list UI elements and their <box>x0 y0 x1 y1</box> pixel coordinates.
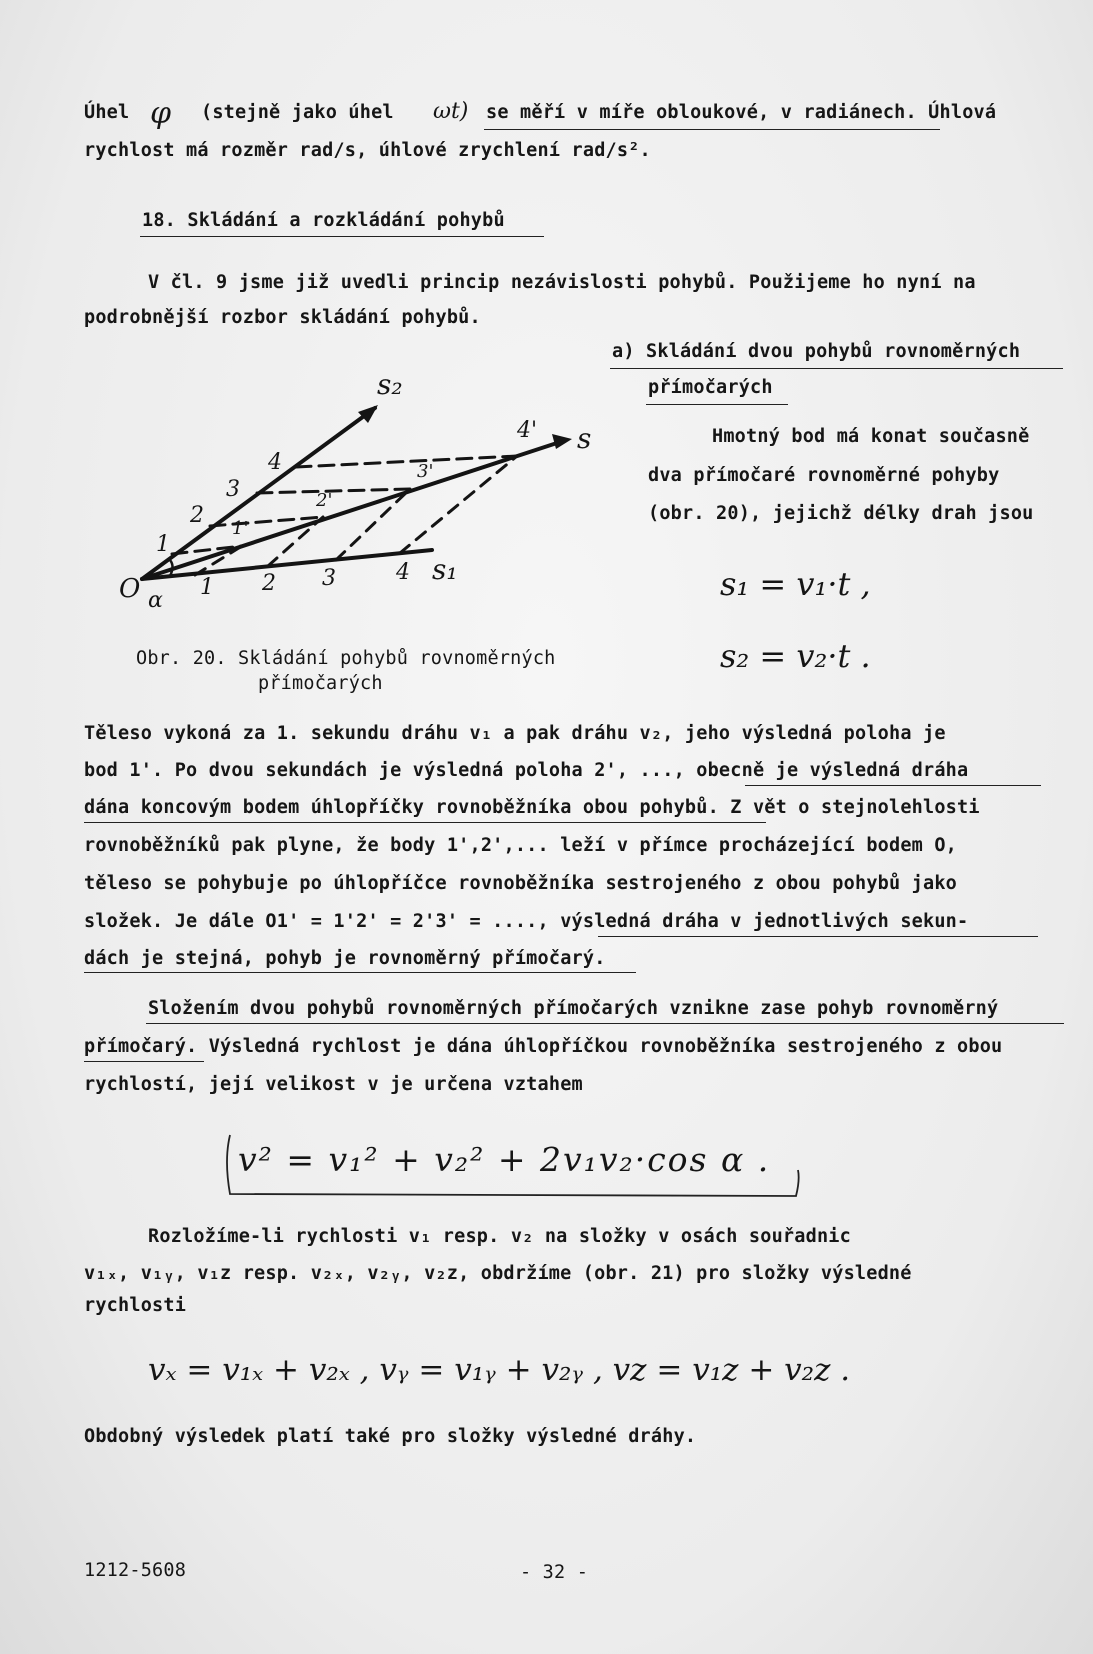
tick-diag-2: 2' <box>316 490 333 511</box>
angle-line1-c: se měří v míře obloukové, v radiánech. Úhlová <box>486 102 997 123</box>
angle-line1-b: (stejně jako úhel <box>201 102 394 123</box>
label-s: s <box>577 422 592 455</box>
page-number: - 32 - <box>520 1562 589 1583</box>
components-line2: v₁ₓ, v₁ᵧ, v₁z resp. v₂ₓ, v₂ᵧ, v₂z, obdržíme (obr. 21) pro složky výsledné <box>84 1263 912 1284</box>
angle-line2: rychlost má rozměr rad/s, úhlové zrychlení rad/s². <box>84 140 651 161</box>
section-intro-line2: podrobnější rozbor skládání pohybů. <box>84 307 481 328</box>
tick-axis2-3: 3 <box>226 477 240 502</box>
tick-axis2-1: 1 <box>156 532 170 557</box>
velocity-line2: přímočarý. Výsledná rychlost je dána úhlopříčkou rovnoběžníka sestrojeného z obou <box>84 1036 1003 1057</box>
formula-velocity: v² = v₁² + v₂² + 2v₁v₂·cos α . <box>238 1140 771 1179</box>
result-line1: Těleso vykoná za 1. sekundu dráhu v₁ a pak dráhu v₂, jeho výsledná poloha je <box>84 723 946 744</box>
phi-symbol: φ <box>150 96 172 131</box>
equation-s2: s₂ = v₂·t . <box>720 637 871 675</box>
label-origin: O <box>119 574 141 604</box>
subsection-body-line2: dva přímočaré rovnoměrné pohyby <box>648 465 1000 486</box>
tick-axis1-3: 3 <box>322 566 336 591</box>
subsection-title-line2: přímočarých <box>648 377 773 398</box>
tick-diag-1: 1' <box>232 518 249 539</box>
result-line7: dách je stejná, pohyb je rovnoměrný přímočarý. <box>84 948 606 969</box>
angle-line1-a: Úhel <box>84 102 130 123</box>
velocity-line3: rychlostí, její velikost v je určena vztahem <box>84 1074 583 1095</box>
tick-axis1-4: 4 <box>396 560 410 585</box>
subsection-title-line1: a) Skládání dvou pohybů rovnoměrných <box>612 341 1021 362</box>
components-line1: Rozložíme-li rychlosti v₁ resp. v₂ na složky v osách souřadnic <box>148 1226 851 1247</box>
omega-t: ωt) <box>433 99 469 124</box>
label-s2: s₂ <box>377 368 403 401</box>
equation-s1: s₁ = v₁·t , <box>720 565 871 603</box>
formula-components: vₓ = v₁ₓ + v₂ₓ , vᵧ = v₁ᵧ + v₂ᵧ , vz = v₁z + v₂z . <box>148 1352 851 1388</box>
result-line2: bod 1'. Po dvou sekundách je výsledná poloha 2', ..., obecně je výsledná dráha <box>84 760 969 781</box>
label-s1: s₁ <box>432 553 458 586</box>
tick-axis1-1: 1 <box>200 575 214 600</box>
document-code: 1212-5608 <box>84 1560 187 1581</box>
tick-axis2-2: 2 <box>190 503 204 528</box>
section-heading: 18. Skládání a rozkládání pohybů <box>142 210 505 231</box>
figure-caption-line2: přímočarých <box>258 673 383 694</box>
tick-axis2-4: 4 <box>268 450 282 475</box>
result-line4: rovnoběžníků pak plyne, že body 1',2',... leží v přímce procházející bodem O, <box>84 835 958 856</box>
subsection-body-line3: (obr. 20), jejichž délky drah jsou <box>648 503 1034 524</box>
subsection-body-line1: Hmotný bod má konat současně <box>712 426 1030 447</box>
tick-diag-4: 4' <box>517 418 538 443</box>
tick-axis1-2: 2 <box>262 571 276 596</box>
section-intro-line1: V čl. 9 jsme již uvedli princip nezávislosti pohybů. Použijeme ho nyní na <box>148 272 976 293</box>
figure-caption-line1: Obr. 20. Skládání pohybů rovnoměrných <box>136 648 556 669</box>
components-closing: Obdobný výsledek platí také pro složky výsledné dráhy. <box>84 1426 697 1447</box>
tick-diag-3: 3' <box>417 461 434 482</box>
components-line3: rychlosti <box>84 1295 187 1316</box>
velocity-line1: Složením dvou pohybů rovnoměrných přímočarých vznikne zase pohyb rovnoměrný <box>148 998 999 1019</box>
label-alpha: α <box>148 588 163 613</box>
result-line6: složek. Je dále O1' = 1'2' = 2'3' = ...., výsledná dráha v jednotlivých sekun- <box>84 911 969 932</box>
result-line5: těleso se pohybuje po úhlopříčce rovnoběžníka sestrojeného z obou pohybů jako <box>84 873 958 894</box>
result-line3: dána koncovým bodem úhlopříčky rovnoběžníka obou pohybů. Z vět o stejnolehlosti <box>84 797 980 818</box>
